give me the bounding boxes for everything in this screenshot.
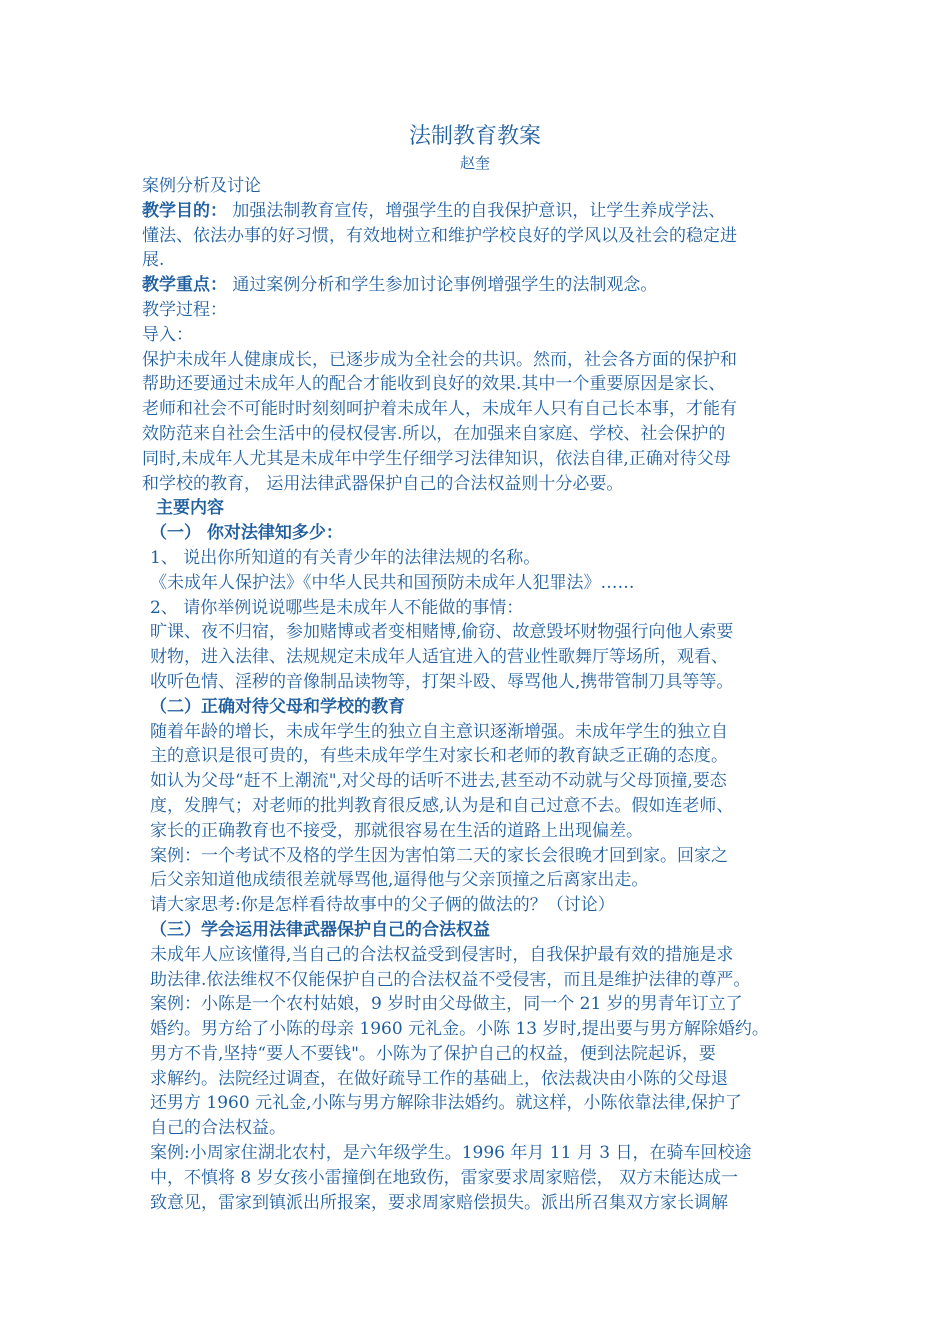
section3-line: 案例：小陈是一个农村姑娘，9 岁时由父母做主，同一个 21 岁的男青年订立了 xyxy=(150,994,743,1015)
section3-line: 自己的合法权益。 xyxy=(150,1118,286,1139)
intro-line: 和学校的教育， 运用法律武器保护自己的合法权益则十分必要。 xyxy=(142,473,624,494)
section2-line: 后父亲知道他成绩很差就辱骂他,逼得他与父亲顶撞之后离家出走。 xyxy=(150,870,649,891)
section1-question: 1、 说出你所知道的有关青少年的法律法规的名称。 xyxy=(150,547,541,568)
focus-text: 通过案例分析和学生参加讨论事例增强学生的法制观念。 xyxy=(227,275,658,296)
section2-line: 随着年龄的增长，未成年学生的独立自主意识逐渐增强。未成年学生的独立自 xyxy=(150,721,728,742)
process-label: 教学过程： xyxy=(142,299,227,320)
section3-line: 致意见，雷家到镇派出所报案，要求周家赔偿损失。派出所召集双方家长调解 xyxy=(150,1192,728,1213)
section3-line: 助法律.依法维权不仅能保护自己的合法权益不受侵害，而且是维护法律的尊严。 xyxy=(150,969,751,990)
intro-line: 同时,未成年人尤其是未成年中学生仔细学习法律知识，依法自律,正确对待父母 xyxy=(142,448,731,469)
document-body xyxy=(142,174,822,1215)
intro-line: 帮助还要通过未成年人的配合才能收到良好的效果.其中一个重要原因是家长、 xyxy=(142,374,726,395)
section1-answer-line: 旷课、夜不归宿，参加赌博或者变相赌博,偷窃、故意毁坏财物强行向他人索要 xyxy=(150,622,734,643)
section1-heading: （一） 你对法律知多少： xyxy=(150,523,343,544)
section3-line: 未成年人应该懂得,当自己的合法权益受到侵害时，自我保护最有效的措施是求 xyxy=(150,944,734,965)
intro-line: 效防范来自社会生活中的侵权侵害.所以，在加强来自家庭、学校、社会保护的 xyxy=(142,423,726,444)
section3-heading: （三）学会运用法律武器保护自己的合法权益 xyxy=(150,919,490,940)
document-title: 法制教育教案 xyxy=(408,124,541,149)
section3-line: 求解约。法院经过调查，在做好疏导工作的基础上，依法裁决由小陈的父母退 xyxy=(150,1068,728,1089)
focus-line xyxy=(142,273,822,298)
section1-question: 2、 请你举例说说哪些是未成年人不能做的事情： xyxy=(150,597,524,618)
section2-line: 案例：一个考试不及格的学生因为害怕第二天的家长会很晚才回到家。回家之 xyxy=(150,845,728,866)
subtitle: 案例分析及讨论 xyxy=(142,176,261,196)
section2-heading: （二）正确对待父母和学校的教育 xyxy=(150,696,405,717)
section2-line: 请大家思考:你是怎样看待故事中的父子俩的做法的？（讨论） xyxy=(150,895,615,916)
goal-line: 懂法、依法办事的好习惯，有效地树立和维护学校良好的学风以及社会的稳定进 xyxy=(142,225,737,246)
goal-line xyxy=(142,199,822,224)
intro-label: 导入： xyxy=(142,324,193,345)
main-heading: 主要内容 xyxy=(156,498,224,519)
goal-label: 教学目的： xyxy=(142,200,227,221)
goal-text: 加强法制教育宣传，增强学生的自我保护意识，让学生养成学法、 xyxy=(227,200,726,221)
intro-line: 保护未成年人健康成长，已逐步成为全社会的共识。然而，社会各方面的保护和 xyxy=(142,349,737,370)
goal-line: 展. xyxy=(142,250,165,271)
section2-line: 家长的正确教育也不接受，那就很容易在生活的道路上出现偏差。 xyxy=(150,820,643,841)
section1-answer-line: 收听色情、淫秽的音像制品读物等，打架斗殴、辱骂他人,携带管制刀具等等。 xyxy=(150,671,734,692)
section1-answer: 《未成年人保护法》《中华人民共和国预防未成年人犯罪法》…… xyxy=(150,572,635,593)
intro-line: 老师和社会不可能时时刻刻呵护着未成年人，未成年人只有自己长本事，才能有 xyxy=(142,399,737,420)
section3-line: 案例:小周家住湖北农村，是六年级学生。1996 年月 11 月 3 日，在骑车回校途 xyxy=(150,1143,752,1164)
section3-line: 中，不慎将 8 岁女孩小雷撞倒在地致伤，雷家要求周家赔偿， 双方未能达成一 xyxy=(150,1167,739,1188)
section3-line: 婚约。男方给了小陈的母亲 1960 元礼金。小陈 13 岁时,提出要与男方解除婚约。 xyxy=(150,1019,769,1040)
document-author: 赵奎 xyxy=(459,154,490,172)
section2-line: 主的意识是很可贵的，有些未成年学生对家长和老师的教育缺乏正确的态度。 xyxy=(150,746,728,767)
section2-line: 如认为父母“赶不上潮流",对父母的话听不进去,甚至动不动就与父母顶撞,要态 xyxy=(150,771,727,792)
focus-label: 教学重点： xyxy=(142,275,227,296)
section1-answer-line: 财物，进入法律、法规规定未成年人适宜进入的营业性歌舞厅等场所，观看、 xyxy=(150,647,728,668)
section3-line: 还男方 1960 元礼金,小陈与男方解除非法婚约。就这样，小陈依靠法律,保护了 xyxy=(150,1093,742,1114)
section3-line: 男方不肯,坚持“要人不要钱"。小陈为了保护自己的权益，便到法院起诉，要 xyxy=(150,1043,716,1064)
section2-line: 度，发脾气；对老师的批判教育很反感,认为是和自己过意不去。假如连老师、 xyxy=(150,795,734,816)
